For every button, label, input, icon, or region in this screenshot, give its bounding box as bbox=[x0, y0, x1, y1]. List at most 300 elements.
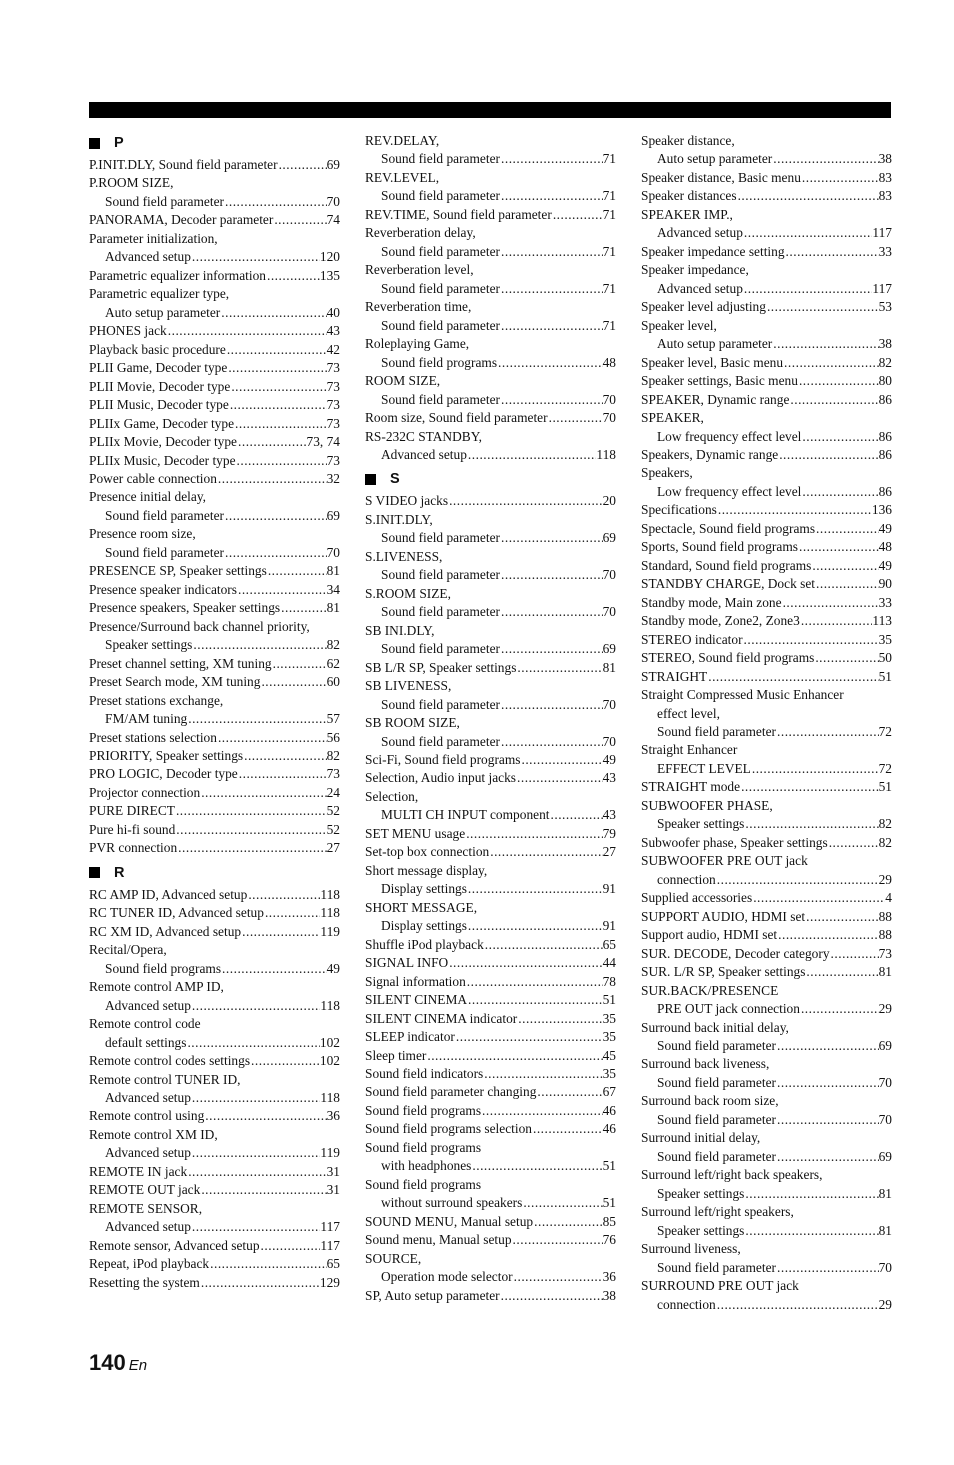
dot-leader bbox=[465, 825, 602, 843]
dot-leader bbox=[238, 765, 327, 783]
page-ref: 60 bbox=[326, 674, 340, 690]
entry-text: connection bbox=[657, 871, 716, 887]
entry-text: Sleep timer bbox=[365, 1047, 427, 1063]
entry-text: SILENT CINEMA indicator bbox=[365, 1010, 518, 1026]
dot-leader bbox=[467, 880, 603, 898]
dot-leader bbox=[815, 575, 879, 593]
index-entry bbox=[641, 483, 892, 501]
entry-text: Parameter initialization, bbox=[89, 230, 218, 246]
entry-text: Sound field parameter bbox=[381, 567, 500, 583]
entry-text: SIGNAL INFO bbox=[365, 955, 449, 971]
page-ref: 81 bbox=[878, 964, 892, 980]
index-subheading bbox=[641, 1203, 892, 1221]
entry-text: SUR. L/R SP, Speaker settings bbox=[641, 964, 806, 980]
entry-text: PRIORITY, Speaker settings bbox=[89, 748, 244, 763]
page-ref: 118 bbox=[320, 905, 340, 921]
dot-leader bbox=[500, 150, 603, 168]
page-ref: 29 bbox=[878, 1296, 892, 1312]
index-entry bbox=[365, 806, 616, 824]
dot-leader bbox=[191, 1218, 321, 1236]
index-subheading bbox=[89, 1015, 340, 1033]
index-entry bbox=[365, 954, 616, 972]
page-ref: 33 bbox=[878, 243, 892, 259]
entry-text: Selection, Audio input jacks bbox=[365, 770, 516, 786]
dot-leader bbox=[241, 923, 320, 941]
index-entry bbox=[89, 341, 340, 359]
page-ref: 120 bbox=[319, 249, 340, 265]
dot-leader bbox=[266, 267, 320, 285]
index-entry bbox=[365, 825, 616, 843]
index-entry bbox=[89, 581, 340, 599]
index-entry bbox=[365, 880, 616, 898]
dot-leader bbox=[500, 566, 603, 584]
dot-leader bbox=[716, 1296, 879, 1314]
entry-text: Auto setup parameter bbox=[657, 336, 773, 352]
entry-text: SHORT MESSAGE, bbox=[365, 899, 478, 915]
index-entry bbox=[365, 1231, 616, 1249]
entry-text: Reverberation time, bbox=[365, 299, 472, 315]
entry-text: Sound field parameter bbox=[381, 733, 500, 749]
dot-leader bbox=[204, 1107, 326, 1125]
page-ref: 51 bbox=[602, 1158, 616, 1174]
entry-text: Speaker impedance, bbox=[641, 262, 749, 278]
page-ref: 20 bbox=[602, 493, 616, 509]
page-ref: 82 bbox=[326, 637, 340, 653]
page-ref: 35 bbox=[602, 1065, 616, 1081]
dot-leader bbox=[191, 997, 321, 1015]
dot-leader bbox=[483, 1065, 602, 1083]
page-ref: 70 bbox=[602, 567, 616, 583]
page-ref: 69 bbox=[602, 641, 616, 657]
index-entry bbox=[365, 1157, 616, 1175]
index-entry bbox=[641, 501, 892, 519]
page-ref: 29 bbox=[878, 1001, 892, 1017]
index-entry bbox=[365, 1213, 616, 1231]
entry-text: PVR connection bbox=[89, 840, 178, 856]
index-subheading bbox=[89, 285, 340, 303]
page-ref: 69 bbox=[878, 1148, 892, 1164]
index-entry bbox=[641, 335, 892, 353]
entry-text: Display settings bbox=[381, 918, 467, 934]
index-subheading bbox=[641, 409, 892, 427]
dot-leader bbox=[200, 1181, 326, 1199]
page-ref: 65 bbox=[602, 936, 616, 952]
index-entry bbox=[89, 997, 340, 1015]
index-subheading bbox=[365, 677, 616, 695]
dot-leader bbox=[260, 673, 326, 691]
dot-leader bbox=[532, 1120, 603, 1138]
page-ref: 65 bbox=[326, 1256, 340, 1272]
dot-leader bbox=[243, 747, 327, 765]
index-entry bbox=[641, 1296, 892, 1314]
index-entry bbox=[89, 322, 340, 340]
dot-leader bbox=[801, 428, 878, 446]
index-subheading bbox=[641, 705, 892, 723]
index-entry bbox=[365, 769, 616, 787]
entry-text: Sound field parameter bbox=[105, 193, 224, 209]
entry-text: PRE OUT jack connection bbox=[657, 1001, 800, 1017]
index-entry bbox=[89, 562, 340, 580]
index-entry bbox=[641, 834, 892, 852]
page-ref: 46 bbox=[602, 1102, 616, 1118]
entry-text: PLIIx Movie, Decoder type bbox=[89, 434, 237, 450]
page-ref: 119 bbox=[320, 923, 340, 939]
entry-text: SUBWOOFER PRE OUT jack bbox=[641, 853, 808, 869]
entry-text: Sound field programs bbox=[365, 1102, 482, 1118]
page-ref: 51 bbox=[878, 779, 892, 795]
dot-leader bbox=[264, 904, 320, 922]
page-ref: 82 bbox=[878, 816, 892, 832]
page-ref: 70 bbox=[878, 1259, 892, 1275]
entry-text: Sound field parameter bbox=[657, 724, 776, 739]
page-ref: 136 bbox=[871, 502, 892, 518]
entry-text: SLEEP indicator bbox=[365, 1029, 455, 1045]
page-ref: 70 bbox=[602, 604, 616, 620]
dot-leader bbox=[778, 446, 878, 464]
page-ref: 83 bbox=[878, 188, 892, 204]
page-ref: 117 bbox=[872, 280, 892, 296]
entry-text: PRO LOGIC, Decoder type bbox=[89, 766, 238, 782]
dot-leader bbox=[800, 612, 873, 630]
entry-text: RC AMP ID, Advanced setup bbox=[89, 886, 248, 902]
page-ref: 51 bbox=[602, 1195, 616, 1211]
page-ref: 45 bbox=[602, 1047, 616, 1063]
entry-text: Sound field parameter bbox=[657, 1037, 776, 1053]
entry-text: STRAIGHT mode bbox=[641, 779, 741, 795]
entry-text: MULTI CH INPUT component bbox=[381, 807, 550, 823]
entry-text: Sound field programs selection bbox=[365, 1121, 532, 1137]
dot-leader bbox=[783, 354, 879, 372]
entry-text: Surround back liveness, bbox=[641, 1056, 770, 1072]
dot-leader bbox=[471, 1157, 602, 1175]
page-ref: 62 bbox=[326, 655, 340, 671]
entry-text: Straight Compressed Music Enhancer bbox=[641, 687, 844, 703]
index-entry bbox=[365, 187, 616, 205]
dot-leader bbox=[191, 1144, 321, 1162]
dot-leader bbox=[782, 594, 879, 612]
page-ref: 71 bbox=[602, 206, 616, 222]
entry-text: SOUND MENU, Manual setup bbox=[365, 1213, 534, 1229]
dot-leader bbox=[467, 917, 603, 935]
entry-text: Presence speakers, Speaker settings bbox=[89, 600, 281, 616]
entry-text: ROOM SIZE, bbox=[365, 373, 441, 389]
index-entry bbox=[365, 1194, 616, 1212]
dot-leader bbox=[186, 1034, 319, 1052]
index-entry bbox=[89, 248, 340, 266]
dot-leader bbox=[737, 187, 879, 205]
index-entry bbox=[89, 923, 340, 941]
page-ref: 78 bbox=[602, 973, 616, 989]
entry-text: Supplied accessories bbox=[641, 890, 753, 906]
page-ref: 118 bbox=[596, 446, 616, 462]
dot-leader bbox=[467, 991, 603, 1009]
dot-leader bbox=[533, 1213, 602, 1231]
page-ref: 118 bbox=[320, 886, 340, 902]
index-entry bbox=[89, 747, 340, 765]
index-subheading bbox=[641, 464, 892, 482]
dot-leader bbox=[500, 640, 603, 658]
dot-leader bbox=[512, 1231, 603, 1249]
dot-leader bbox=[220, 304, 326, 322]
page-ref: 49 bbox=[326, 960, 340, 976]
index-column-2 bbox=[365, 132, 616, 1305]
index-entry bbox=[641, 668, 892, 686]
index-entry bbox=[365, 696, 616, 714]
index-subheading bbox=[89, 941, 340, 959]
index-entry bbox=[89, 1052, 340, 1070]
index-entry bbox=[641, 372, 892, 390]
index-entry bbox=[365, 280, 616, 298]
index-entry bbox=[89, 784, 340, 802]
page-ref: 52 bbox=[326, 821, 340, 837]
index-entry bbox=[89, 359, 340, 377]
entry-text: EFFECT LEVEL bbox=[657, 760, 751, 776]
index-entry bbox=[641, 428, 892, 446]
index-entry bbox=[365, 991, 616, 1009]
entry-text: Set-top box connection bbox=[365, 844, 490, 860]
index-entry bbox=[89, 1144, 340, 1162]
dot-leader bbox=[772, 150, 878, 168]
dot-leader bbox=[513, 1268, 603, 1286]
dot-leader bbox=[500, 696, 603, 714]
entry-text: Remote control code bbox=[89, 1016, 201, 1032]
entry-text: Sound field indicators bbox=[365, 1065, 484, 1081]
index-entry bbox=[365, 1287, 616, 1305]
entry-text: Preset channel setting, XM tuning bbox=[89, 655, 272, 671]
entry-text: Advanced setup bbox=[657, 225, 743, 241]
entry-text: Sound field parameter bbox=[657, 1259, 776, 1275]
dot-leader bbox=[200, 784, 326, 802]
index-entry bbox=[365, 446, 616, 464]
dot-leader bbox=[772, 335, 878, 353]
index-entry bbox=[89, 1255, 340, 1273]
entry-text: Speaker distance, Basic menu bbox=[641, 169, 801, 185]
index-entry bbox=[365, 917, 616, 935]
page-ref: 70 bbox=[602, 733, 616, 749]
index-entry bbox=[89, 839, 340, 857]
dot-leader bbox=[740, 778, 879, 796]
index-subheading bbox=[641, 206, 892, 224]
index-subheading bbox=[365, 1176, 616, 1194]
index-entry bbox=[641, 298, 892, 316]
dot-leader bbox=[426, 1047, 602, 1065]
entry-text: S.ROOM SIZE, bbox=[365, 585, 451, 601]
dot-leader bbox=[716, 871, 879, 889]
entry-text: RC XM ID, Advanced setup bbox=[89, 923, 242, 939]
page-ref: 70 bbox=[602, 696, 616, 712]
dot-leader bbox=[500, 187, 603, 205]
dot-leader bbox=[707, 668, 878, 686]
dot-leader bbox=[229, 396, 327, 414]
page-ref: 38 bbox=[878, 336, 892, 352]
index-entry bbox=[365, 843, 616, 861]
index-subheading bbox=[641, 1240, 892, 1258]
index-subheading bbox=[365, 372, 616, 390]
dot-leader bbox=[830, 945, 879, 963]
index-entry bbox=[89, 267, 340, 285]
page-ref: 73 bbox=[326, 415, 340, 431]
page-ref: 46 bbox=[602, 1121, 616, 1137]
dot-leader bbox=[226, 341, 327, 359]
dot-leader bbox=[167, 322, 327, 340]
index-entry bbox=[89, 673, 340, 691]
index-subheading bbox=[641, 686, 892, 704]
index-subheading bbox=[365, 224, 616, 242]
page-ref: 70 bbox=[326, 193, 340, 209]
page-ref: 82 bbox=[878, 354, 892, 370]
index-subheading bbox=[89, 978, 340, 996]
page-ref: 70 bbox=[878, 1111, 892, 1127]
dot-leader bbox=[800, 1000, 879, 1018]
index-entry bbox=[641, 723, 892, 741]
dot-leader bbox=[744, 815, 878, 833]
index-subheading bbox=[89, 488, 340, 506]
page-ref: 43 bbox=[602, 807, 616, 823]
entry-text: REMOTE OUT jack bbox=[89, 1182, 201, 1198]
entry-text: PLII Movie, Decoder type bbox=[89, 378, 231, 394]
entry-text: Speaker distances bbox=[641, 188, 737, 204]
index-entry bbox=[365, 751, 616, 769]
page-ref: 135 bbox=[319, 267, 340, 283]
entry-text: Sound field parameter bbox=[657, 1148, 776, 1164]
dot-leader bbox=[776, 1259, 879, 1277]
dot-leader bbox=[237, 433, 307, 451]
entry-text: Roleplaying Game, bbox=[365, 336, 470, 352]
dot-leader bbox=[191, 1089, 321, 1107]
index-entry bbox=[89, 1089, 340, 1107]
index-entry bbox=[641, 538, 892, 556]
index-entry bbox=[365, 391, 616, 409]
entry-text: STANDBY CHARGE, Dock set bbox=[641, 576, 815, 592]
index-subheading bbox=[89, 1200, 340, 1218]
index-entry bbox=[641, 169, 892, 187]
entry-text: Power cable connection bbox=[89, 470, 217, 486]
page-ref: 69 bbox=[878, 1037, 892, 1053]
index-entry bbox=[365, 206, 616, 224]
page-ref: 80 bbox=[878, 373, 892, 389]
index-entry bbox=[89, 433, 340, 451]
page-ref: 72 bbox=[878, 760, 892, 776]
dot-leader bbox=[466, 973, 603, 991]
index-entry bbox=[89, 470, 340, 488]
index-subheading bbox=[89, 618, 340, 636]
index-entry bbox=[641, 1259, 892, 1277]
entry-text: PURE DIRECT bbox=[89, 803, 175, 819]
index-entry bbox=[641, 1111, 892, 1129]
page-ref: 43 bbox=[326, 323, 340, 339]
index-entry bbox=[89, 729, 340, 747]
index-entry bbox=[365, 529, 616, 547]
page-ref: 36 bbox=[326, 1108, 340, 1124]
entry-text: Sound field parameter bbox=[381, 641, 500, 657]
entry-text: Sound field parameter bbox=[657, 1074, 776, 1090]
index-subheading bbox=[641, 1055, 892, 1073]
language-code: En bbox=[128, 1357, 148, 1374]
entry-text: Parametric equalizer information bbox=[89, 267, 266, 283]
index-entry bbox=[89, 193, 340, 211]
entry-text: effect level, bbox=[657, 705, 720, 721]
entry-text: S.INIT.DLY, bbox=[365, 511, 433, 527]
index-entry bbox=[89, 960, 340, 978]
square-bullet-icon bbox=[89, 138, 100, 149]
index-entry bbox=[641, 926, 892, 944]
index-subheading bbox=[365, 548, 616, 566]
entry-text: PLII Game, Decoder type bbox=[89, 360, 228, 376]
entry-text: PANORAMA, Decoder parameter bbox=[89, 212, 274, 228]
index-entry bbox=[641, 963, 892, 981]
index-subheading bbox=[365, 335, 616, 353]
page-ref: 38 bbox=[602, 1287, 616, 1303]
section-letter: S bbox=[390, 471, 400, 488]
page-ref: 70 bbox=[878, 1074, 892, 1090]
entry-text: P.INIT.DLY, Sound field parameter bbox=[89, 157, 278, 172]
index-subheading bbox=[89, 525, 340, 543]
index-entry bbox=[365, 243, 616, 261]
page-ref: 56 bbox=[326, 729, 340, 745]
entry-text: Speaker settings bbox=[657, 1222, 745, 1238]
entry-text: Speaker level, bbox=[641, 317, 717, 333]
entry-text: Surround left/right back speakers, bbox=[641, 1167, 823, 1183]
page-ref: 73 bbox=[326, 766, 340, 782]
dot-leader bbox=[175, 821, 326, 839]
page-ref: 82 bbox=[326, 748, 340, 763]
index-entry bbox=[641, 187, 892, 205]
page-ref: 73 bbox=[878, 945, 892, 961]
page-ref: 33 bbox=[878, 594, 892, 610]
entry-text: STEREO indicator bbox=[641, 631, 743, 647]
entry-text: Sound field parameter bbox=[381, 151, 500, 167]
dot-leader bbox=[209, 1255, 326, 1273]
page-ref: 79 bbox=[602, 825, 616, 841]
page-ref: 81 bbox=[878, 1222, 892, 1238]
page-ref: 81 bbox=[878, 1185, 892, 1201]
dot-leader bbox=[237, 581, 327, 599]
dot-leader bbox=[789, 391, 878, 409]
dot-leader bbox=[500, 391, 603, 409]
page-ref: 119 bbox=[320, 1145, 340, 1161]
index-entry bbox=[89, 415, 340, 433]
page-ref: 102 bbox=[319, 1053, 340, 1069]
index-entry bbox=[365, 659, 616, 677]
dot-leader bbox=[550, 806, 603, 824]
dot-leader bbox=[500, 243, 603, 261]
page-ref: 35 bbox=[602, 1029, 616, 1045]
index-entry bbox=[641, 1037, 892, 1055]
index-entry bbox=[365, 640, 616, 658]
index-subheading bbox=[365, 261, 616, 279]
entry-text: Sound field parameter bbox=[105, 507, 224, 523]
entry-text: RS-232C STANDBY, bbox=[365, 428, 482, 444]
index-entry bbox=[89, 1218, 340, 1236]
entry-text: Speaker settings bbox=[657, 1185, 745, 1201]
index-subheading bbox=[365, 862, 616, 880]
page-ref: 118 bbox=[320, 1089, 340, 1105]
page-ref: 48 bbox=[878, 539, 892, 555]
dot-leader bbox=[752, 889, 885, 907]
entry-text: PLIIx Music, Decoder type bbox=[89, 452, 236, 468]
entry-text: Remote control XM ID, bbox=[89, 1126, 218, 1142]
page-ref: 91 bbox=[602, 881, 616, 897]
entry-text: STRAIGHT bbox=[641, 668, 708, 684]
index-entry bbox=[89, 710, 340, 728]
page-ref: 43 bbox=[602, 770, 616, 786]
index-entry bbox=[641, 815, 892, 833]
page-ref: 71 bbox=[602, 243, 616, 259]
dot-leader bbox=[828, 834, 879, 852]
page-ref: 82 bbox=[878, 834, 892, 850]
dot-leader bbox=[776, 723, 879, 741]
entry-text: Sound field parameter bbox=[105, 544, 224, 560]
